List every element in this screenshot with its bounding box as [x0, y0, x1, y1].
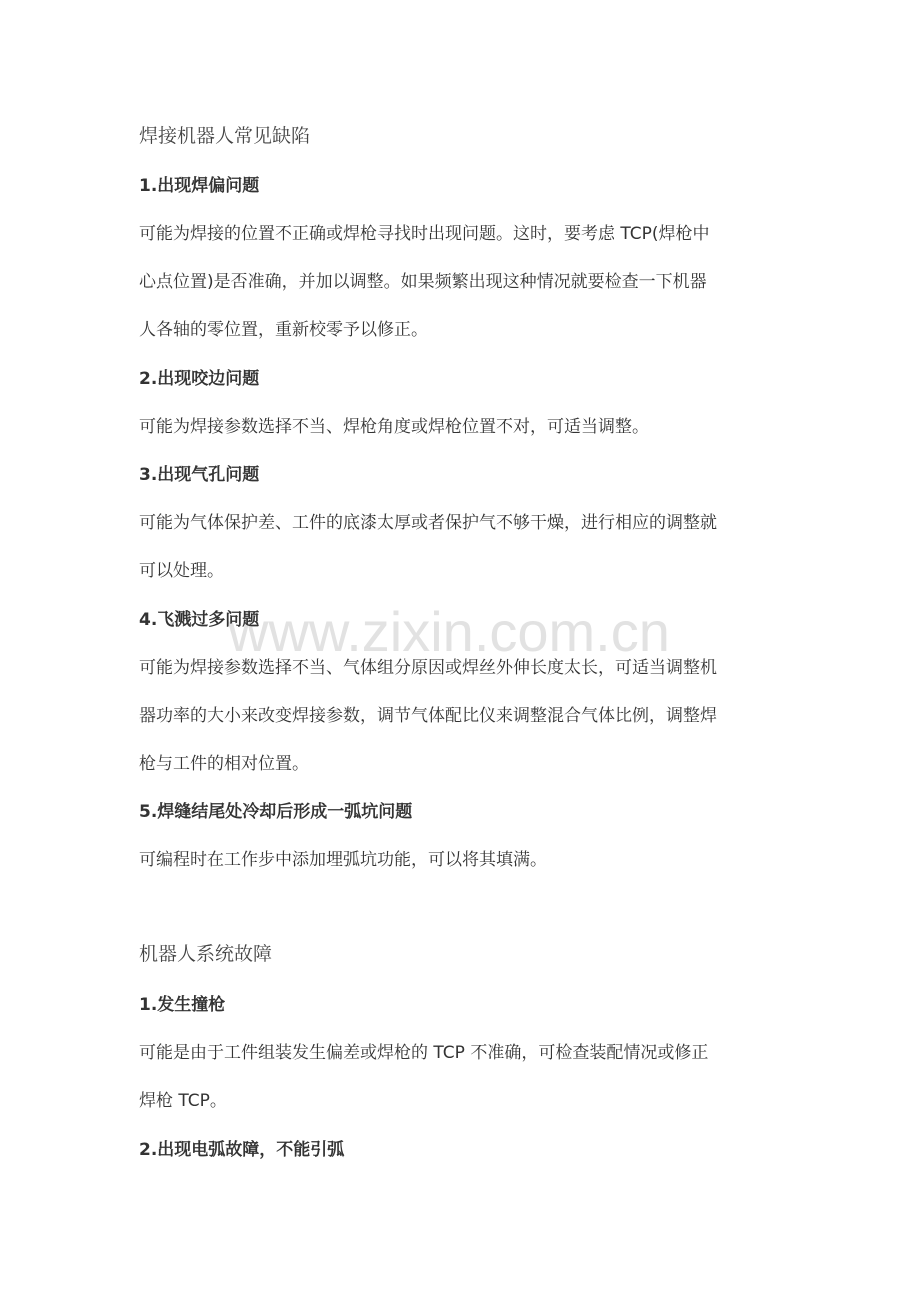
item-heading: 1.出现焊偏问题	[139, 176, 260, 196]
paragraph-line: 可以处理。	[139, 561, 224, 581]
paragraph-line: 可能为气体保护差、工件的底漆太厚或者保护气不够干燥，进行相应的调整就	[139, 513, 717, 533]
paragraph-line: 可能为焊接的位置不正确或焊枪寻找时出现问题。这时，要考虑 TCP(焊枪中	[139, 224, 710, 244]
paragraph-line: 心点位置)是否准确，并加以调整。如果频繁出现这种情况就要检查一下机器	[139, 272, 707, 292]
watermark: www.zixin.com.cn	[228, 600, 670, 663]
paragraph-line: 器功率的大小来改变焊接参数，调节气体配比仪来调整混合气体比例，调整焊	[139, 706, 717, 726]
paragraph-line: 人各轴的零位置，重新校零予以修正。	[139, 320, 428, 340]
item-heading: 4.飞溅过多问题	[139, 610, 260, 630]
item-heading: 5.焊缝结尾处冷却后形成一弧坑问题	[139, 802, 413, 822]
paragraph-line: 焊枪 TCP。	[139, 1091, 227, 1111]
paragraph-line: 可能为焊接参数选择不当、气体组分原因或焊丝外伸长度太长，可适当调整机	[139, 658, 717, 678]
paragraph-line: 可能为焊接参数选择不当、焊枪角度或焊枪位置不对，可适当调整。	[139, 417, 649, 437]
paragraph-line: 可编程时在工作步中添加埋弧坑功能，可以将其填满。	[139, 850, 547, 870]
item-heading: 1.发生撞枪	[139, 995, 226, 1015]
section-title: 机器人系统故障	[139, 943, 273, 965]
paragraph-line: 可能是由于工件组装发生偏差或焊枪的 TCP 不准确，可检查装配情况或修正	[139, 1043, 709, 1063]
item-heading: 2.出现电弧故障，不能引弧	[139, 1140, 345, 1160]
item-heading: 2.出现咬边问题	[139, 369, 260, 389]
item-heading: 3.出现气孔问题	[139, 465, 260, 485]
section-title: 焊接机器人常见缺陷	[139, 125, 311, 147]
paragraph-line: 枪与工件的相对位置。	[139, 754, 309, 774]
